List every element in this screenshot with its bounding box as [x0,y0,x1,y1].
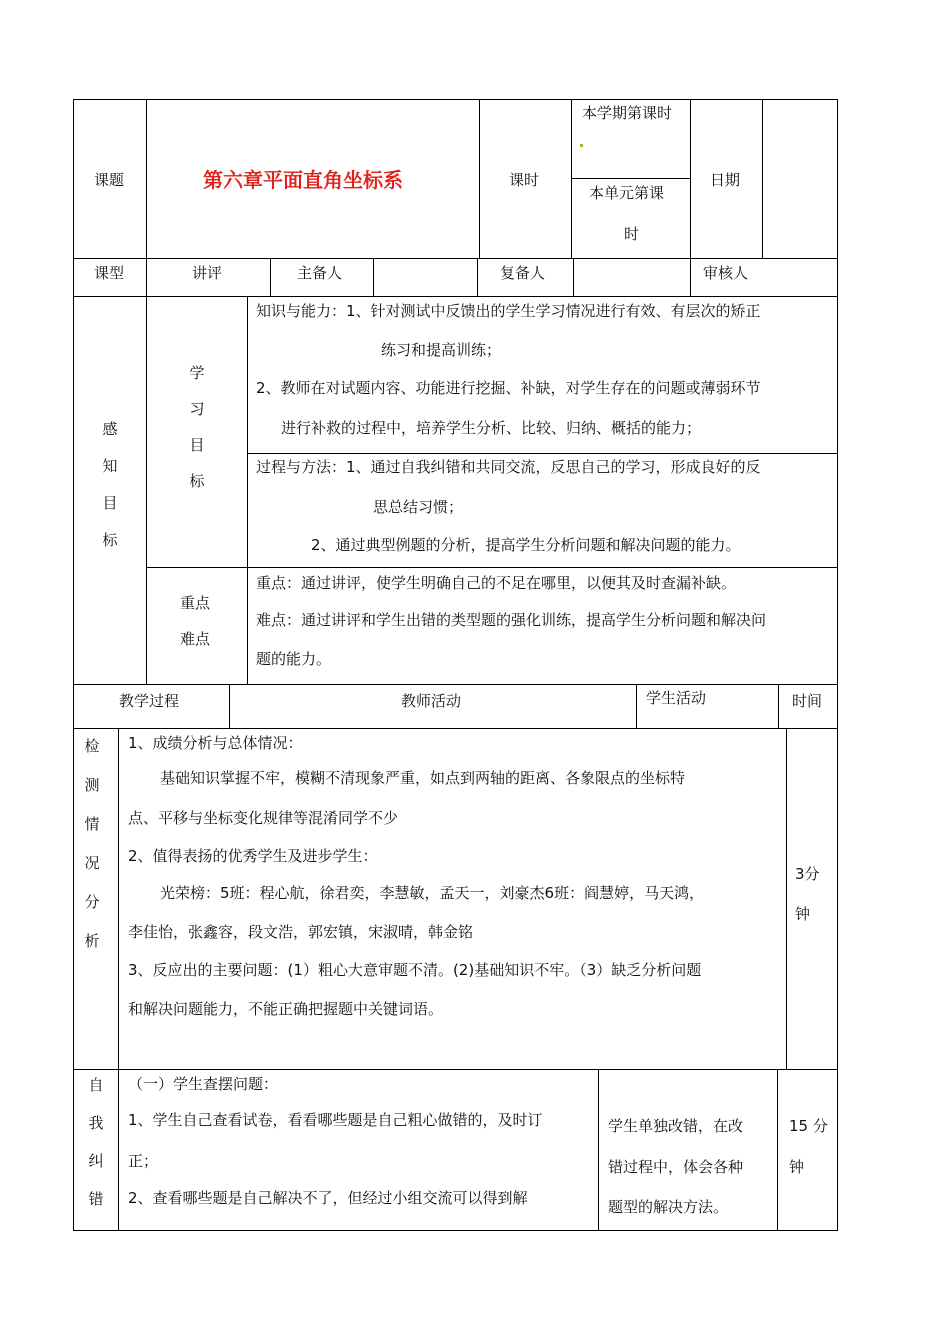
topic-label: 课题 [94,171,125,189]
perception-goals-label: 感知目标 [102,420,118,549]
self-correct-line-1: （一）学生查摆问题： [128,1075,279,1093]
analysis-time-2: 钟 [795,905,811,923]
lesson-type-label: 课型 [94,264,125,282]
self-correct-line-4: 2、查看哪些题是自己解决不了，但经过小组交流可以得到解 [128,1189,528,1207]
student-activity-line-1: 学生单独改错，在改 [608,1117,744,1135]
unit-hours-label: 本单元第课 [589,184,665,202]
difficult-point-line-1: 难点：通过讲评和学生出错的类型题的强化训练，提高学生分析问题和解决问 [256,611,767,629]
difficult-point-line-2: 题的能力。 [256,650,332,668]
analysis-line-3: 点、平移与坐标变化规律等混淆同学不少 [128,809,399,827]
self-correct-side-label: 自我纠错 [88,1076,104,1208]
key-point-label: 重点 [180,594,211,612]
unit-hours-label-cont: 时 [624,225,640,243]
main-preparer-label: 主备人 [297,264,343,282]
analysis-side-label: 检测情况分析 [84,737,100,950]
analysis-line-1: 1、成绩分析与总体情况： [128,734,303,752]
process-label: 教学过程 [119,692,180,710]
knowledge-line-1: 知识与能力：1、针对测试中反馈出的学生学习情况进行有效、有层次的矫正 [256,302,761,320]
teacher-activity-label: 教师活动 [401,692,462,710]
page-title: 第六章平面直角坐标系 [203,168,403,192]
analysis-line-4: 2、值得表扬的优秀学生及进步学生： [128,847,378,865]
class-hours-label: 课时 [509,171,540,189]
self-correct-line-2: 1、学生自己查看试卷，看看哪些题是自己粗心做错的，及时订 [128,1111,543,1129]
self-correct-time-1: 15 分 [789,1117,828,1135]
analysis-line-7: 3、反应出的主要问题：(1）粗心大意审题不清。(2)基础知识不牢。（3）缺乏分析问题 [128,961,702,979]
analysis-line-8: 和解决问题能力，不能正确把握题中关键词语。 [128,1000,444,1018]
process-line-2: 思总结习惯； [373,498,464,516]
analysis-line-2: 基础知识掌握不牢，模糊不清现象严重，如点到两轴的距离、各象限点的坐标特 [160,769,686,787]
process-line-1: 过程与方法：1、通过自我纠错和共同交流，反思自己的学习，形成良好的反 [256,458,761,476]
process-line-3: 2、通过典型例题的分析，提高学生分析问题和解决问题的能力。 [311,536,741,554]
date-label: 日期 [710,171,741,189]
speck-mark [580,144,583,147]
lesson-type-value: 讲评 [192,264,223,282]
self-correct-time-2: 钟 [789,1158,805,1176]
key-point-text: 重点：通过讲评，使学生明确自己的不足在哪里，以便其及时查漏补缺。 [256,574,737,592]
analysis-line-6: 李佳怡，张鑫容，段文浩，郭宏镇，宋淑晴，韩金铭 [128,923,474,941]
student-activity-line-3: 题型的解决方法。 [608,1198,729,1216]
knowledge-line-3: 2、教师在对试题内容、功能进行挖掘、补缺，对学生存在的问题或薄弱环节 [256,379,761,397]
analysis-line-5: 光荣榜：5班：程心航，徐君奕，李慧敏，孟天一，刘豪杰6班：阎慧婷，马天鸿， [160,884,705,902]
analysis-time-1: 3分 [795,865,820,883]
student-activity-label: 学生活动 [646,689,707,707]
auditor-label: 审核人 [703,264,749,282]
term-hours-label: 本学期第课时 [582,104,673,122]
student-activity-line-2: 错过程中，体会各种 [608,1158,744,1176]
review-preparer-label: 复备人 [500,264,546,282]
learning-goals-label: 学习目标 [189,364,205,490]
knowledge-line-4: 进行补救的过程中，培养学生分析、比较、归纳、概括的能力； [281,419,702,437]
knowledge-line-2: 练习和提高训练； [381,341,502,359]
self-correct-line-3: 正； [128,1152,159,1170]
time-label: 时间 [792,692,823,710]
difficult-point-label: 难点 [180,630,211,648]
